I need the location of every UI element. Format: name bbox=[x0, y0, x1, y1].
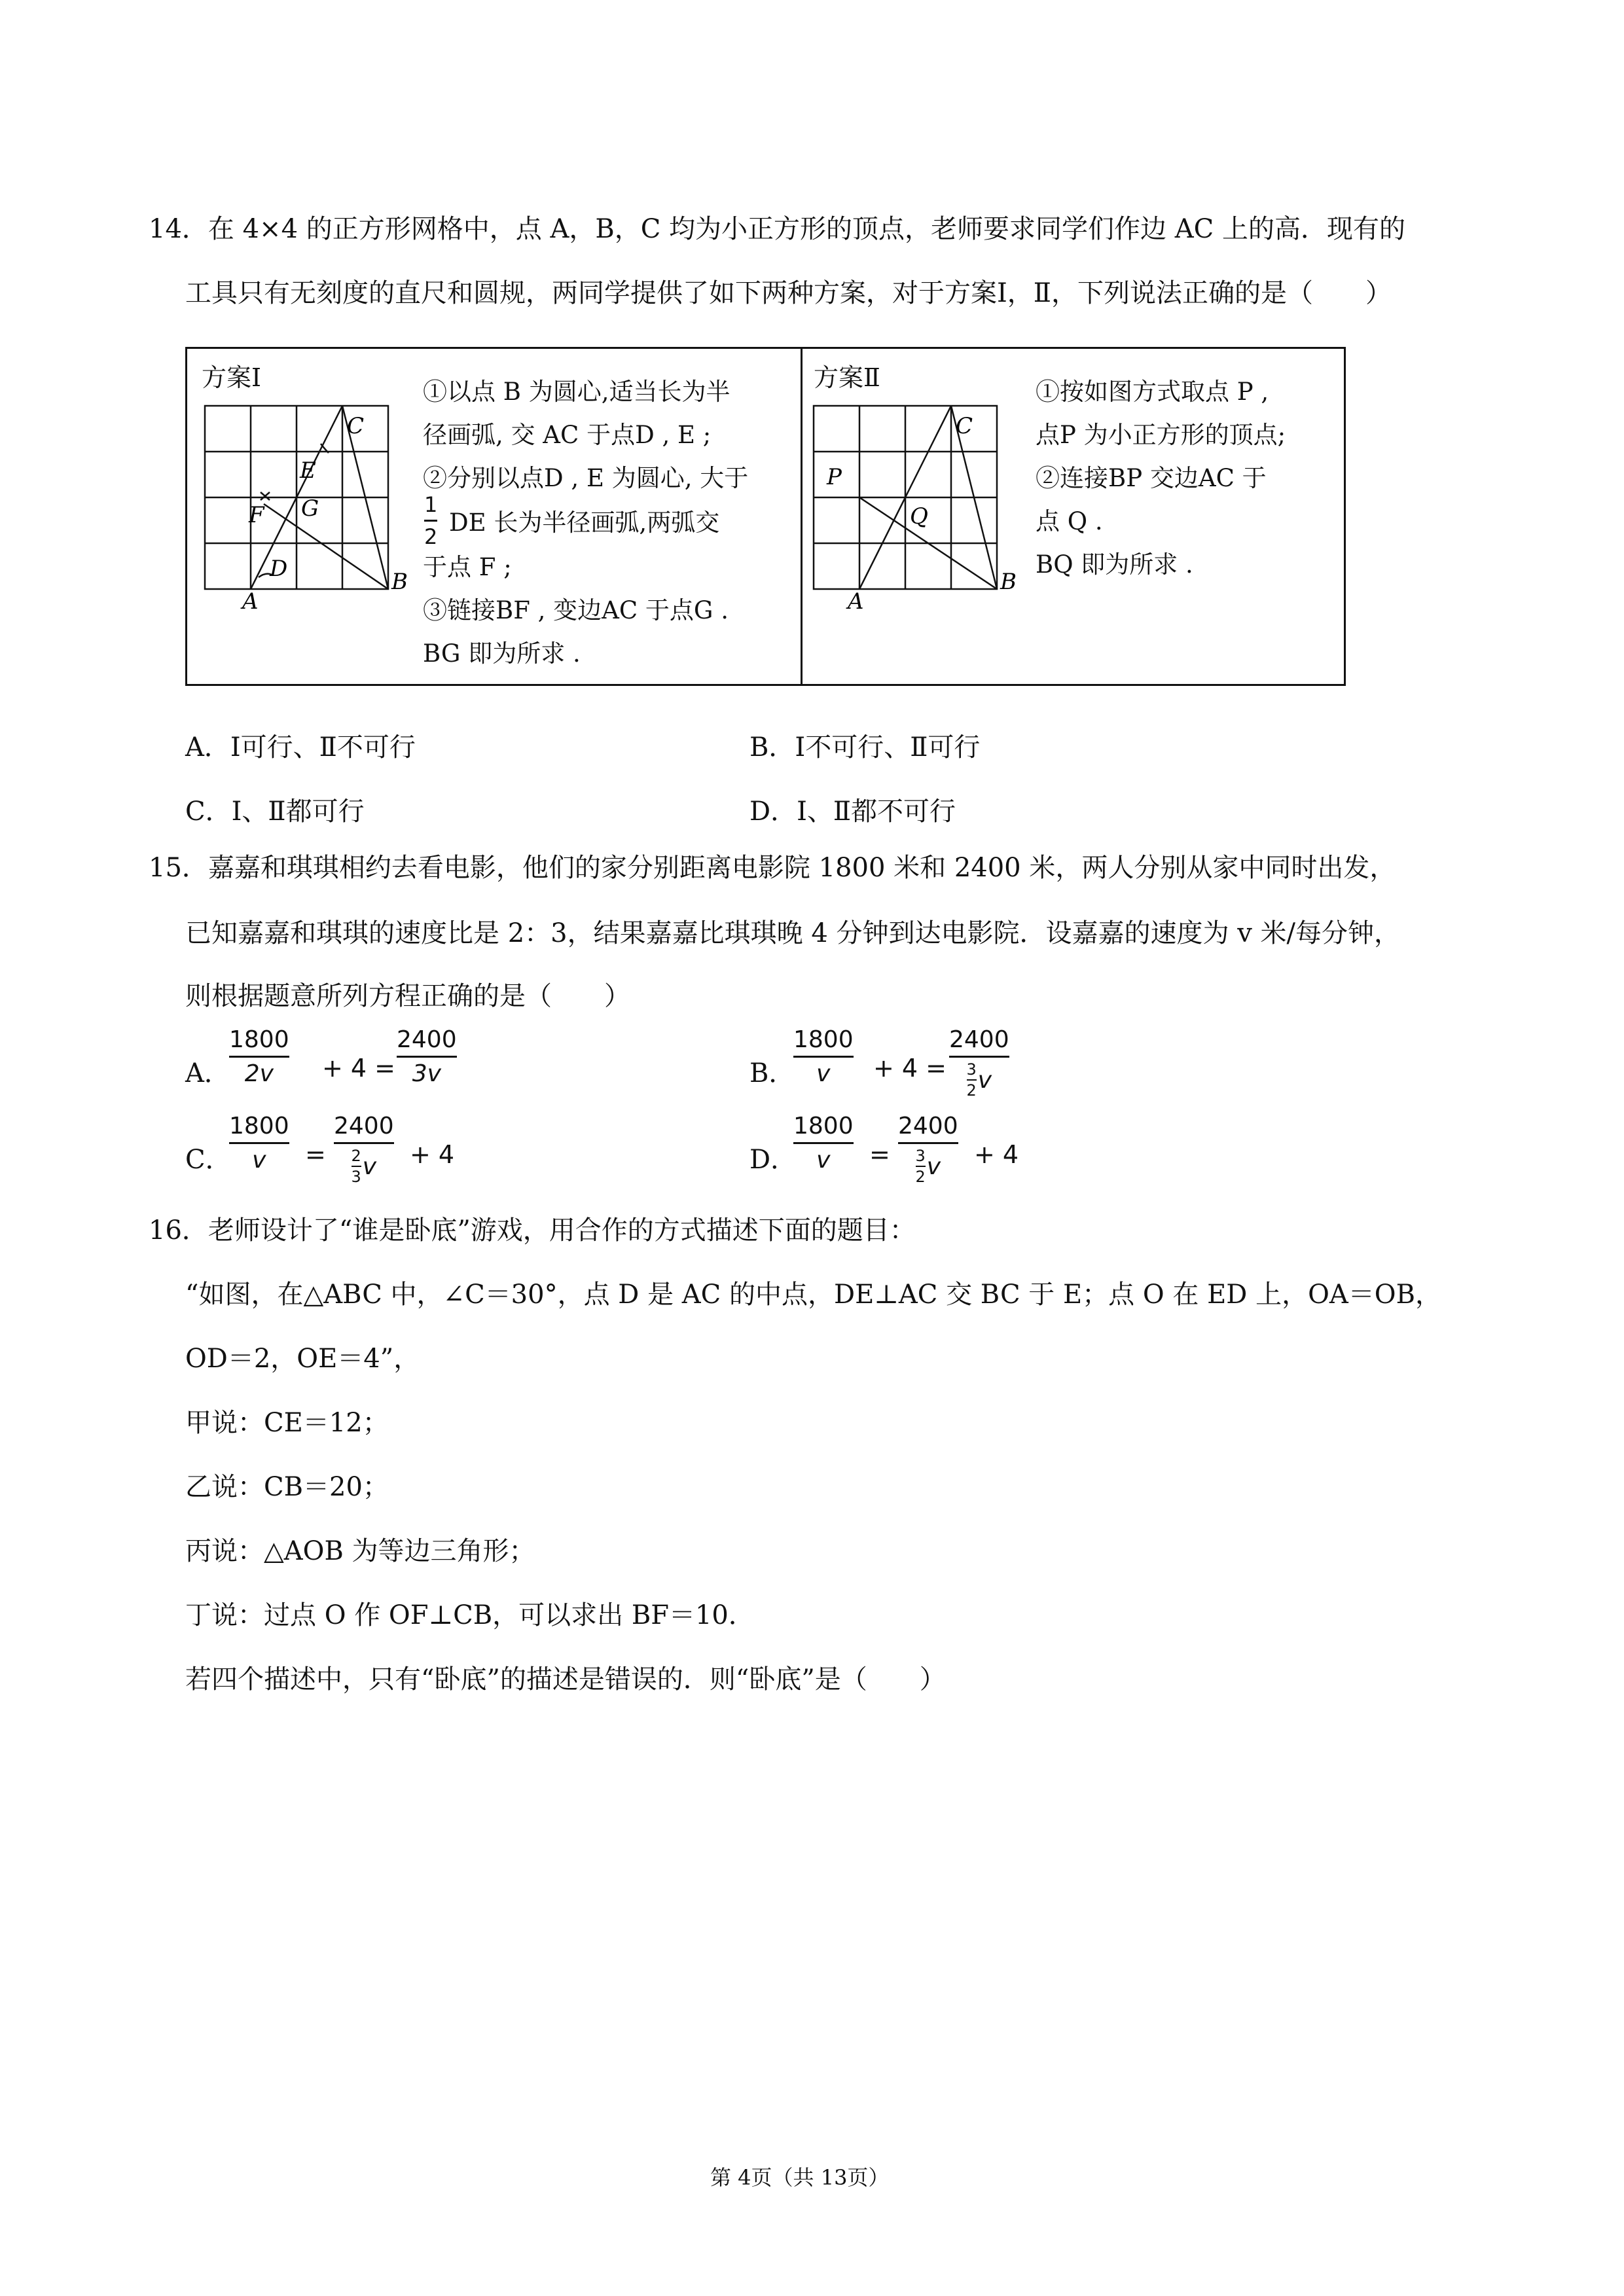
plan1-label-g: G bbox=[301, 495, 319, 522]
plan1-half-num: 1 bbox=[424, 492, 438, 517]
q15-a-frac1 bbox=[229, 1026, 289, 1087]
q15-c-var: v bbox=[362, 1153, 377, 1180]
plan2-grid-figure bbox=[805, 393, 1021, 609]
q15-d-frac2 bbox=[898, 1113, 958, 1186]
q15-b-mini-frac bbox=[967, 1060, 977, 1100]
q15-d-mini-frac bbox=[916, 1147, 926, 1186]
q15-option-b-label[interactable]: B． bbox=[749, 1058, 795, 1088]
q16-bing: 丙说：△AOB 为等边三角形； bbox=[185, 1536, 535, 1566]
q15-a-n2: 2400 bbox=[397, 1026, 457, 1053]
plan1-step-2b: DE 长为半径画弧,两弧交 bbox=[449, 509, 720, 537]
q15-a-d1: 2v bbox=[244, 1060, 274, 1087]
plan1-step-3: ③链接BF , 变边AC 于点G . bbox=[423, 596, 729, 624]
plan2-step-result: BQ 即为所求 . bbox=[1036, 550, 1193, 579]
q15-c-mini-frac bbox=[352, 1147, 361, 1186]
q15-b-n2: 2400 bbox=[949, 1026, 1009, 1053]
q15-d-n1: 1800 bbox=[793, 1113, 854, 1139]
plan1-label-e: E bbox=[300, 457, 316, 484]
q15-option-c-label[interactable]: C． bbox=[185, 1145, 232, 1175]
q14-option-d[interactable]: D．Ⅰ、Ⅱ都不可行 bbox=[749, 797, 956, 827]
plan2-label-a: A bbox=[848, 588, 864, 609]
q15-a-frac2 bbox=[397, 1026, 457, 1087]
q14-option-b[interactable]: B．Ⅰ不可行、Ⅱ可行 bbox=[749, 732, 981, 762]
plan1-label-d: D bbox=[270, 556, 288, 582]
q15-d-mini-den: 2 bbox=[915, 1168, 926, 1186]
q16-jia: 甲说：CE＝12； bbox=[185, 1408, 389, 1438]
plan1-step-1a: ①以点 B 为圆心,适当长为半 bbox=[423, 378, 731, 406]
plan1-half-den: 2 bbox=[424, 524, 438, 549]
plan2-label-q: Q bbox=[910, 503, 928, 529]
q15-b-d1: v bbox=[816, 1060, 831, 1087]
q15-d-frac1 bbox=[793, 1113, 854, 1174]
q15-b-op: + 4 = bbox=[873, 1054, 947, 1083]
q15-a-d2: 3v bbox=[412, 1060, 441, 1087]
plan1-title: 方案Ⅰ bbox=[202, 363, 262, 392]
q15-d-mini-num: 3 bbox=[915, 1147, 926, 1165]
q15-c-mini-num: 2 bbox=[351, 1147, 361, 1165]
q15-c-mini-den: 3 bbox=[351, 1168, 361, 1186]
q14-line2: 工具只有无刻度的直尺和圆规，两同学提供了如下两种方案，对于方案Ⅰ，Ⅱ，下列说法正确的是（ ） bbox=[185, 278, 1392, 308]
q15-b-frac2 bbox=[949, 1026, 1009, 1100]
plan1-step-2a: ②分别以点D , E 为圆心, 大于 bbox=[423, 464, 749, 492]
q15-c-frac2 bbox=[334, 1113, 394, 1186]
q16-yi: 乙说：CB＝20； bbox=[185, 1472, 389, 1502]
q14-option-a[interactable]: A．Ⅰ可行、Ⅱ不可行 bbox=[185, 732, 416, 762]
q15-c-op1: = bbox=[305, 1140, 326, 1169]
plan2-label-c: C bbox=[956, 413, 973, 439]
q15-c-n1: 1800 bbox=[229, 1113, 289, 1139]
q15-a-op: + 4 = bbox=[322, 1054, 396, 1083]
plan2-step-1a: ①按如图方式取点 P , bbox=[1036, 378, 1269, 406]
plan2-step-2a: ②连接BP 交边AC 于 bbox=[1036, 464, 1267, 492]
plan1-step-2c: 于点 F ; bbox=[423, 553, 512, 581]
plan1-label-a: A bbox=[242, 588, 259, 609]
q15-option-d-label[interactable]: D． bbox=[749, 1145, 797, 1175]
plan2-label-p: P bbox=[827, 464, 842, 490]
q15-line1: 15．嘉嘉和琪琪相约去看电影，他们的家分别距离电影院 1800 米和 2400 米，两人分别从家中同时出发， bbox=[149, 853, 1396, 883]
plan1-half-fraction bbox=[424, 492, 437, 549]
q15-d-op1: = bbox=[869, 1140, 890, 1169]
q15-a-n1: 1800 bbox=[229, 1026, 289, 1053]
plan1-step-1b: 径画弧, 交 AC 于点D , E ; bbox=[423, 421, 712, 449]
q15-b-mini-num: 3 bbox=[966, 1060, 977, 1079]
q14-line1: 14．在 4×4 的正方形网格中，点 A，B，C 均为小正方形的顶点，老师要求同学们作边 AC 上的高．现有的 bbox=[149, 214, 1405, 244]
plan1-label-f: F bbox=[249, 502, 264, 528]
q15-d-op2: + 4 bbox=[974, 1140, 1019, 1169]
q15-d-d1: v bbox=[816, 1147, 831, 1174]
plan1-label-c: C bbox=[347, 413, 365, 439]
q15-d-n2: 2400 bbox=[898, 1113, 958, 1139]
plan2-step-1b: 点P 为小正方形的顶点; bbox=[1036, 421, 1286, 449]
q15-b-var: v bbox=[977, 1066, 992, 1094]
q15-option-a-label[interactable]: A． bbox=[185, 1058, 230, 1088]
q15-b-mini-den: 2 bbox=[966, 1081, 977, 1100]
q15-line2: 已知嘉嘉和琪琪的速度比是 2：3，结果嘉嘉比琪琪晚 4 分钟到达电影院．设嘉嘉的速度为 v 米/每分钟， bbox=[185, 918, 1400, 948]
plan2-step-2b: 点 Q . bbox=[1036, 507, 1103, 535]
plan1-step-result: BG 即为所求 . bbox=[423, 639, 581, 668]
q15-d-var: v bbox=[926, 1153, 941, 1180]
plan2-title: 方案Ⅱ bbox=[814, 363, 880, 392]
q16-line2: “如图，在△ABC 中，∠C＝30°，点 D 是 AC 的中点，DE⊥AC 交 BC 于 E；点 O 在 ED 上，OA＝OB， bbox=[185, 1280, 1441, 1310]
q14-box-divider bbox=[801, 347, 803, 686]
plan1-label-b: B bbox=[391, 569, 408, 595]
page-footer: 第 4页（共 13页） bbox=[710, 2165, 890, 2190]
q16-line3: OD＝2，OE＝4”， bbox=[185, 1344, 420, 1374]
q15-b-n1: 1800 bbox=[793, 1026, 854, 1053]
q15-c-n2: 2400 bbox=[334, 1113, 394, 1139]
plan2-label-b: B bbox=[1000, 569, 1017, 595]
q15-c-frac1 bbox=[229, 1113, 289, 1174]
q15-c-d1: v bbox=[252, 1147, 266, 1174]
q15-c-op2: + 4 bbox=[410, 1140, 455, 1169]
q16-last: 若四个描述中，只有“卧底”的描述是错误的．则“卧底”是（ ） bbox=[185, 1664, 946, 1695]
q15-b-frac1 bbox=[793, 1026, 854, 1087]
q14-option-c[interactable]: C．Ⅰ、Ⅱ都可行 bbox=[185, 797, 365, 827]
q16-line1: 16．老师设计了“谁是卧底”游戏，用合作的方式描述下面的题目： bbox=[149, 1215, 916, 1246]
q16-ding: 丁说：过点 O 作 OF⊥CB，可以求出 BF＝10． bbox=[185, 1600, 755, 1630]
plan1-grid-figure bbox=[196, 393, 412, 609]
q15-line3: 则根据题意所列方程正确的是（ ） bbox=[185, 981, 630, 1011]
